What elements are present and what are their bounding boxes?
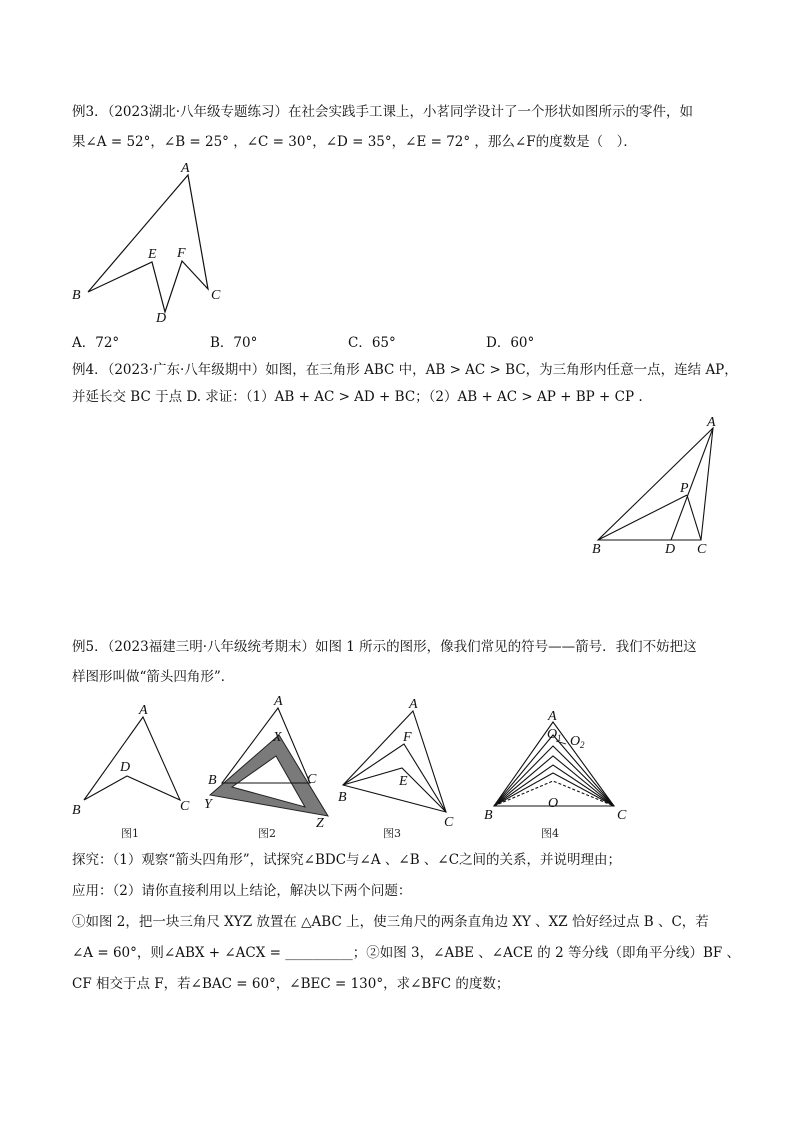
fig4-label-A: A	[548, 709, 557, 724]
ex3-option-d[interactable]: D．60°	[486, 335, 535, 351]
ex3-line-1: 例3．（2023湖北·八年级专题练习）在社会实践手工课上，小茗同学设计了一个形状如图所示的零件，如	[72, 104, 693, 120]
fig3-label-E: E	[399, 774, 408, 789]
ex4-line-2: 并延长交 BC 于点 D. 求证：（1）AB + AC > AD + BC；（2）AB + AC > AP + BP + CP .	[72, 389, 643, 405]
fig1-label-C: C	[180, 799, 190, 814]
ex3-line-2: 果∠A = 52°，∠B = 25° ，∠C = 30°，∠D = 35°，∠E = 72° ，那么∠F的度数是（ ）．	[72, 134, 637, 150]
fig2-label-Z: Z	[316, 816, 324, 831]
fig4-label-O: O	[548, 796, 559, 811]
fig4-label-C: C	[617, 808, 627, 823]
fig2-label-A: A	[274, 694, 283, 709]
fig1-caption: 图1	[121, 827, 139, 840]
ex5-fig3	[343, 711, 446, 812]
ex3-label-C: C	[211, 288, 221, 303]
fig2-label-B: B	[208, 773, 217, 788]
ex3-label-D: D	[156, 311, 167, 326]
fig3-label-C: C	[444, 815, 454, 830]
ex4-line-1: 例4．（2023·广东·八年级期中）如图，在三角形 ABC 中，AB > AC > BC，为三角形内任意一点，连结 AP，	[72, 362, 738, 378]
fig4-label-O2: O	[570, 734, 581, 749]
ex3-label-F: F	[177, 246, 186, 261]
ex3-option-b[interactable]: B．70°	[210, 335, 258, 351]
fig1-label-A: A	[139, 703, 148, 718]
ex5-q1-line-2: ∠A = 60°，则∠ABX + ∠ACX = __________；②如图 3，∠ABE 、∠ACE 的 2 等分线（即角平分线）BF 、	[72, 945, 741, 961]
fig4-label-O1-sub: 1	[557, 733, 562, 743]
fig2-caption: 图2	[258, 827, 276, 840]
ex4-figure	[598, 428, 713, 540]
fig4-caption: 图4	[541, 827, 559, 840]
fig3-caption: 图3	[383, 827, 401, 840]
fig4-label-B: B	[484, 808, 493, 823]
ex4-label-A: A	[707, 415, 716, 430]
fig2-label-X: X	[273, 730, 282, 745]
ex5-line-1: 例5．（2023福建三明·八年级统考期末）如图 1 所示的图形，像我们常见的符号——箭号．我们不妨把这	[72, 639, 697, 655]
ex3-figure	[88, 175, 208, 312]
ex3-label-E: E	[148, 247, 157, 262]
ex3-option-c[interactable]: C．65°	[348, 335, 396, 351]
ex4-label-B: B	[592, 542, 601, 557]
ex4-label-D: D	[665, 542, 676, 557]
fig4-label-O2-sub: 2	[580, 740, 585, 750]
fig3-label-A: A	[409, 697, 418, 712]
ex3-label-B: B	[72, 288, 81, 303]
ex5-apply: 应用：（2）请你直接利用以上结论，解决以下两个问题：	[72, 883, 412, 899]
ex4-label-P: P	[680, 481, 689, 496]
ex3-option-a[interactable]: A．72°	[72, 335, 120, 351]
fig2-label-Y: Y	[204, 797, 212, 812]
ex5-fig1	[84, 717, 180, 800]
fig1-label-D: D	[120, 760, 131, 775]
ex4-label-C: C	[697, 542, 707, 557]
ex5-line-2: 样图形叫做“箭头四角形”．	[72, 669, 235, 685]
ex5-q1-line-3: CF 相交于点 F，若∠BAC = 60°，∠BEC = 130°，求∠BFC 的度数；	[72, 976, 510, 992]
ex5-fig2	[210, 708, 328, 816]
ex3-label-A: A	[181, 161, 190, 176]
ex5-q1-line-1: ①如图 2，把一块三角尺 XYZ 放置在 △ABC 上，使三角尺的两条直角边 XY 、XZ 恰好经过点 B 、C，若	[72, 914, 709, 930]
fig2-label-C: C	[307, 772, 317, 787]
ex5-explore: 探究：（1）观察“箭头四角形”，试探究∠BDC与∠A 、∠B 、∠C之间的关系，并说明理由；	[72, 852, 622, 868]
fig3-label-F: F	[403, 730, 412, 745]
fig4-label-O1: O	[547, 727, 558, 742]
fig3-label-B: B	[338, 790, 347, 805]
fig1-label-B: B	[72, 803, 81, 818]
